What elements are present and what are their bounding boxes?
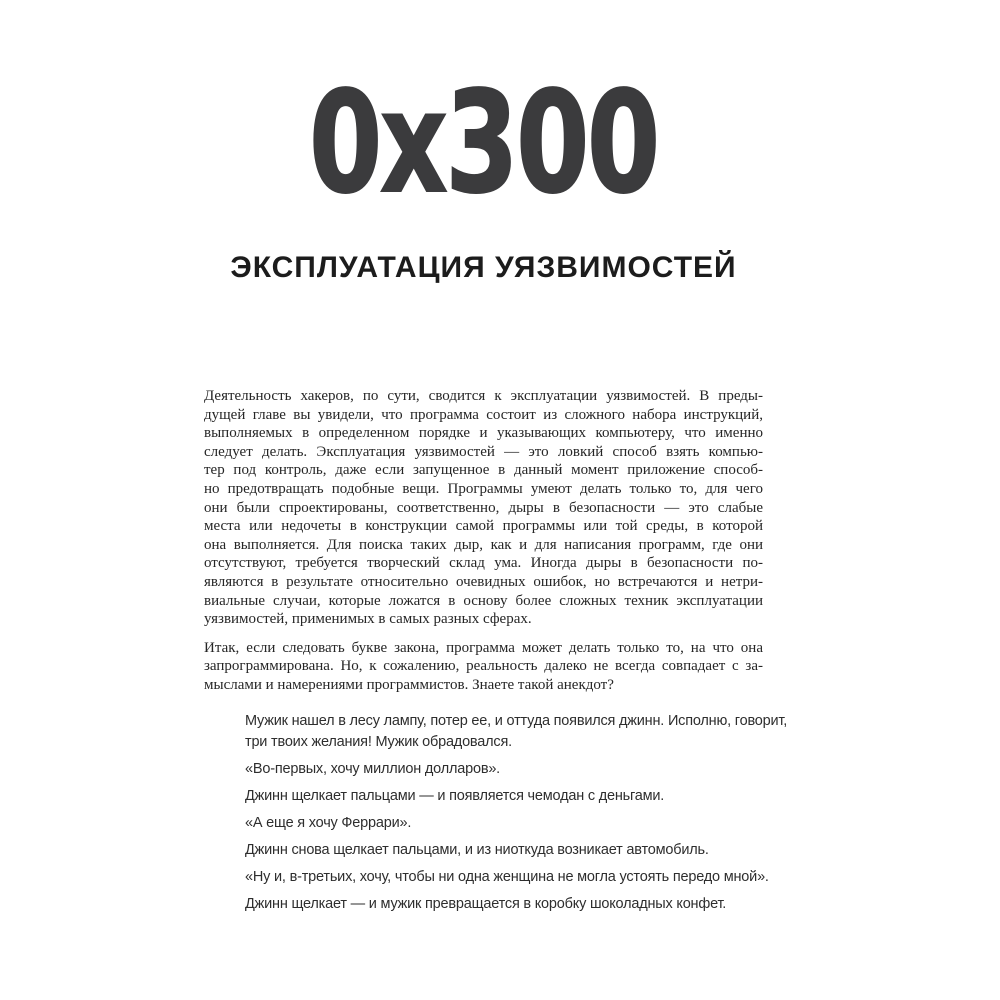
paragraph bbox=[245, 711, 788, 753]
quote-line: «Во-первых, хочу миллион долларов». bbox=[245, 760, 501, 777]
quote-line: Мужик нашел в лесу лампу, потер ее, и оттуда появился джинн. Исполню, говорит, bbox=[245, 712, 788, 729]
chapter-number bbox=[204, 62, 763, 225]
body-line: она выполняется. Для поиска таких дыр, как и для написания программ, где они bbox=[204, 536, 763, 553]
paragraph bbox=[245, 894, 763, 915]
body-line: места или недочеты в конструкции самой программы или той среды, в которой bbox=[204, 518, 763, 535]
body-line: следует делать. Эксплуатация уязвимостей — это ловкий способ взять компью- bbox=[204, 443, 763, 460]
body-line: тер под контроль, даже если запущенное в данный момент приложение способ- bbox=[204, 462, 763, 479]
quote-line: «А еще я хочу Феррари». bbox=[245, 814, 412, 831]
paragraph bbox=[204, 639, 763, 695]
body-line: мыслами и намерениями программистов. Знаете такой анекдот? bbox=[204, 676, 614, 693]
quote-line: три твоих желания! Мужик обрадовался. bbox=[245, 733, 512, 750]
paragraph bbox=[245, 759, 763, 780]
quote-line: Джинн щелкает — и мужик превращается в коробку шоколадных конфет. bbox=[245, 895, 727, 912]
chapter-number-text: 0x300 bbox=[309, 62, 658, 225]
body-line: уязвимостей, применимых в самых разных сферах. bbox=[204, 611, 532, 628]
body-line: отсутствуют, требуется творческий склад ума. Иногда дыры в безопасности по- bbox=[204, 555, 763, 572]
paragraph bbox=[245, 867, 769, 888]
body-line: Итак, если следовать букве закона, программа может делать только то, на что она bbox=[204, 639, 763, 656]
body-text bbox=[204, 387, 763, 695]
body-line: запрограммирована. Но, к сожалению, реальность далеко не всегда совпадает с за- bbox=[204, 658, 763, 675]
paragraph bbox=[245, 813, 763, 834]
body-line: являются в результате относительно очевидных ошибок, но встречаются и нетри- bbox=[204, 573, 763, 590]
quote-line: Джинн щелкает пальцами — и появляется чемодан с деньгами. bbox=[245, 787, 665, 804]
body-line: выполняемых в определенном порядке и указывающих компьютеру, что именно bbox=[204, 425, 763, 442]
page-content bbox=[204, 387, 788, 921]
quote-line: «Ну и, в-третьих, хочу, чтобы ни одна женщина не могла устоять передо мной». bbox=[245, 868, 769, 885]
chapter-title: ЭКСПЛУАТАЦИЯ УЯЗВИМОСТЕЙ bbox=[230, 251, 737, 284]
paragraph bbox=[245, 786, 763, 807]
body-line: Деятельность хакеров, по сути, сводится к эксплуатации уязвимостей. В преды- bbox=[204, 388, 763, 404]
body-line: дущей главе вы увидели, что программа состоит из сложного набора инструкций, bbox=[204, 406, 763, 423]
body-line: виальные случаи, которые ложатся в основу более сложных техник эксплуатации bbox=[204, 592, 763, 609]
quote-line: Джинн снова щелкает пальцами, и из ниоткуда возникает автомобиль. bbox=[245, 841, 709, 858]
body-line: но предотвращать подобные вещи. Программы умеют делать только то, для чего bbox=[204, 480, 763, 497]
body-line: они были спроектированы, соответственно, дыры в безопасности — это слабые bbox=[204, 499, 763, 516]
anecdote-quote-block bbox=[245, 711, 788, 915]
paragraph bbox=[245, 840, 763, 861]
paragraph bbox=[204, 387, 763, 629]
